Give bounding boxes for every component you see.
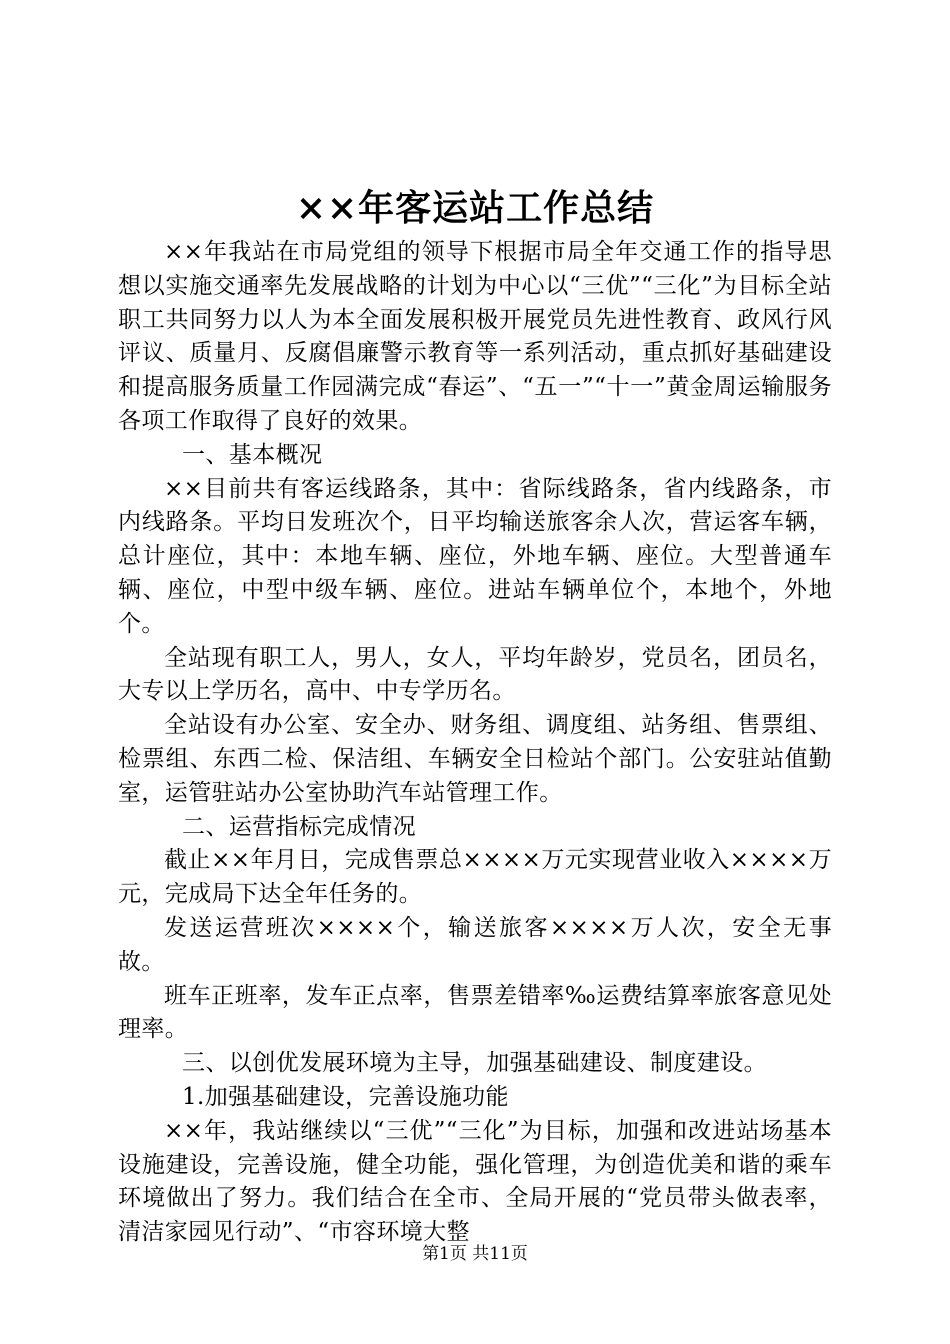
- paragraph-rates: 班车正班率，发车正点率，售票差错率‰运费结算率旅客意见处理率。: [118, 982, 832, 1043]
- paragraph-staff: 全站现有职工人，男人，女人，平均年龄岁，党员名，团员名，大专以上学历名，高中、中专学历名。: [118, 644, 832, 705]
- section-heading-3: 三、以创优发展环境为主导，加强基础建设、制度建设。: [182, 1050, 767, 1077]
- paragraph-routes: ××目前共有客运线路条，其中：省际线路条，省内线路条，市内线路条。平均日发班次个，日平均输送旅客余人次，营运客车辆，总计座位，其中：本地车辆、座位，外地车辆、座位。大型普通车辆、座位，中型中级车辆、座位。进站车辆单位个，本地个，外地个。: [118, 475, 832, 637]
- document-body: [118, 236, 832, 1250]
- paragraph-revenue: 截止××年月日，完成售票总××××万元实现营业收入××××万元，完成局下达全年任务的。: [118, 847, 832, 908]
- paragraph-trips: 发送运营班次××××个，输送旅客××××万人次，安全无事故。: [118, 914, 832, 975]
- page-number: 第1页 共11页: [422, 1244, 528, 1264]
- paragraph-infrastructure: ××年，我站继续以“三优”“三化”为目标，加强和改进站场基本设施建设，完善设施，健全功能，强化管理，为创造优美和谐的乘车环境做出了努力。我们结合在全市、全局开展的“党员带头做表率，清洁家园见行动”、“市容环境大整: [118, 1117, 832, 1246]
- section-heading-2: 二、运营指标完成情况: [182, 813, 416, 840]
- document-title: ××年客运站工作总结: [295, 187, 655, 229]
- subsection-heading-1: 1.加强基础建设，完善设施功能: [182, 1083, 509, 1110]
- paragraph-departments: 全站设有办公室、安全办、财务组、调度组、站务组、售票组、检票组、东西二检、保洁组、车辆安全日检站个部门。公安驻站值勤室，运管驻站办公室协助汽车站管理工作。: [118, 712, 832, 806]
- paragraph-intro: ××年我站在市局党组的领导下根据市局全年交通工作的指导思想以实施交通率先发展战略的计划为中心以“三优”“三化”为目标全站职工共同努力以人为本全面发展积极开展党员先进性教育、政风行风评议、质量月、反腐倡廉警示教育等一系列活动，重点抓好基础建设和提高服务质量工作园满完成“春运”、“五一”“十一”黄金周运输服务各项工作取得了良好的效果。: [118, 239, 832, 434]
- section-heading-1: 一、基本概况: [182, 441, 323, 468]
